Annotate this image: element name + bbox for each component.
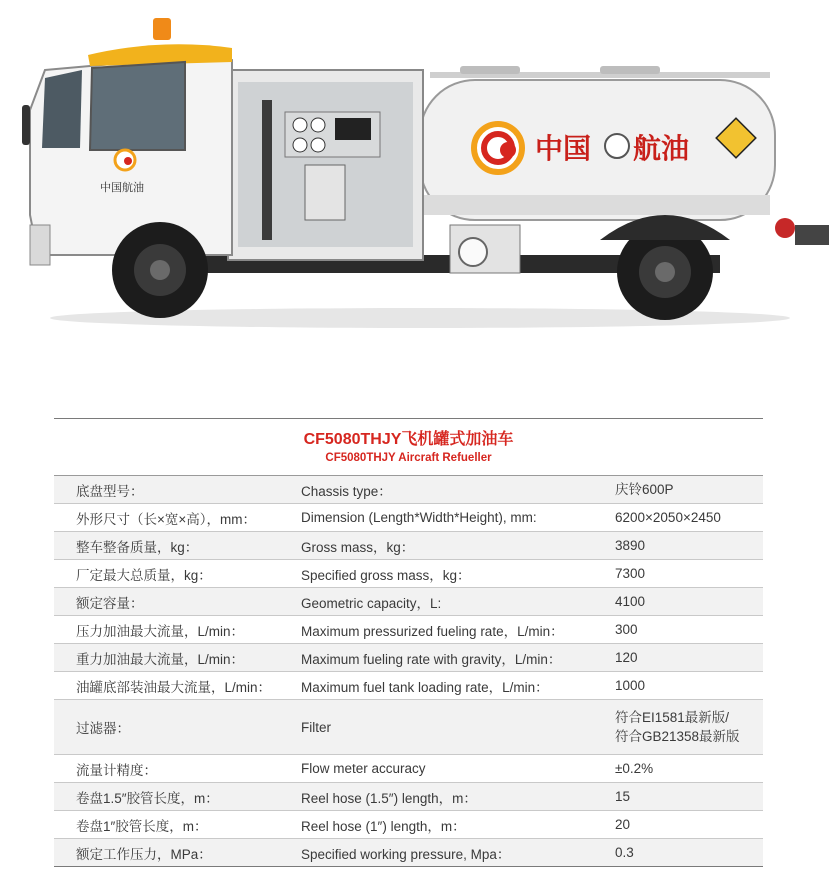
label-cn: 流量计精度： [54, 755, 301, 783]
refueller-truck-image [0, 0, 829, 395]
value: 3890 [615, 532, 763, 560]
label-en: Filter [301, 700, 615, 755]
cab-logo-text: 中国航油 [100, 182, 144, 194]
label-en: Maximum fuel tank loading rate，L/min： [301, 672, 615, 700]
label-cn: 卷盘1″胶管长度，m： [54, 811, 301, 839]
bottom-divider [54, 866, 763, 867]
value: 20 [615, 811, 763, 839]
spec-title-en: CF5080THJY Aircraft Refueller [325, 452, 492, 464]
label-en: Gross mass，kg： [301, 532, 615, 560]
spec-row-capacity [54, 588, 763, 616]
tank-logo-text-2: 航油 [633, 133, 690, 164]
label-en: Reel hose (1″) length，m： [301, 811, 615, 839]
label-en: Geometric capacity，L: [301, 588, 615, 616]
tank-logo-text: 中国 [535, 133, 592, 164]
label-en: Specified working pressure, Mpa： [301, 839, 615, 867]
label-cn: 油罐底部装油最大流量，L/min： [54, 672, 301, 700]
value: 120 [615, 644, 763, 672]
value-line-2: 符合GB21358最新版 [615, 729, 740, 744]
spec-row-flow-meter [54, 755, 763, 783]
label-cn: 重力加油最大流量，L/min： [54, 644, 301, 672]
label-en: Specified gross mass，kg： [301, 560, 615, 588]
label-en: Maximum pressurized fueling rate，L/min： [301, 616, 615, 644]
value: ±0.2% [615, 755, 763, 783]
value-line-1: 符合EI1581最新版/ [615, 710, 730, 725]
label-cn: 额定容量： [54, 588, 301, 616]
value: 6200×2050×2450 [615, 504, 763, 532]
value: 0.3 [615, 839, 763, 867]
spec-row-gravity-rate [54, 644, 763, 672]
spec-row-specified-mass [54, 560, 763, 588]
label-cn: 底盘型号： [54, 476, 301, 504]
spec-row-chassis [54, 476, 763, 504]
spec-table [54, 475, 763, 866]
top-divider [54, 418, 763, 419]
spec-row-pressurized-rate [54, 616, 763, 644]
value: 1000 [615, 672, 763, 700]
spec-row-reel-hose-1 [54, 811, 763, 839]
label-cn: 卷盘1.5″胶管长度，m： [54, 783, 301, 811]
value: 7300 [615, 560, 763, 588]
truck-photo [0, 0, 829, 395]
value: 15 [615, 783, 763, 811]
value: 4100 [615, 588, 763, 616]
label-cn: 额定工作压力，MPa： [54, 839, 301, 867]
spec-row-working-pressure [54, 839, 763, 867]
value [615, 700, 763, 755]
label-cn: 厂定最大总质量，kg： [54, 560, 301, 588]
label-en: Chassis type： [301, 476, 615, 504]
label-cn: 外形尺寸（长×宽×高），mm： [54, 504, 301, 532]
label-en: Dimension (Length*Width*Height), mm: [301, 504, 615, 532]
spec-row-gross-mass [54, 532, 763, 560]
label-en: Reel hose (1.5″) length，m： [301, 783, 615, 811]
label-cn: 整车整备质量，kg： [54, 532, 301, 560]
label-cn: 过滤器： [54, 700, 301, 755]
spec-title-cn: CF5080THJY飞机罐式加油车 [303, 431, 514, 448]
value: 300 [615, 616, 763, 644]
label-en: Flow meter accuracy [301, 755, 615, 783]
spec-row-loading-rate [54, 672, 763, 700]
value: 庆铃600P [615, 476, 763, 504]
spec-row-filter [54, 700, 763, 755]
spec-row-reel-hose-1-5 [54, 783, 763, 811]
label-en: Maximum fueling rate with gravity，L/min： [301, 644, 615, 672]
label-cn: 压力加油最大流量，L/min： [54, 616, 301, 644]
spec-row-dimension [54, 504, 763, 532]
spec-sheet [54, 418, 763, 867]
